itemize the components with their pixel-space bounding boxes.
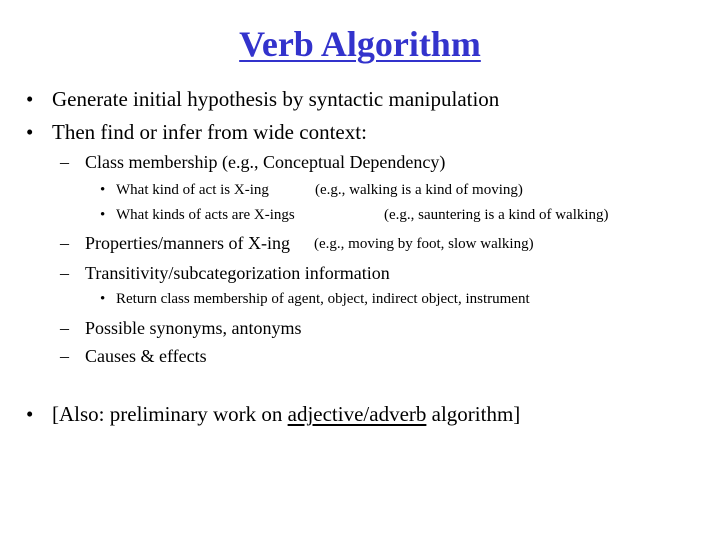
also-prefix: [Also: preliminary work on xyxy=(52,402,288,426)
dash-marker: – xyxy=(60,263,69,283)
item-transitivity: Transitivity/subcategorization information xyxy=(85,263,390,283)
bullet-marker: • xyxy=(26,87,34,111)
bullet-generate: Generate initial hypothesis by syntactic manipulation xyxy=(52,87,500,111)
item-what-kinds-acts: What kinds of acts are X-ings xyxy=(116,207,295,223)
dash-marker: – xyxy=(60,233,69,253)
dash-marker: – xyxy=(60,346,69,366)
slide-title: Verb Algorithm xyxy=(239,24,481,64)
item-what-kinds-acts-example: (e.g., sauntering is a kind of walking) xyxy=(384,207,609,223)
bullet-find-infer: Then find or infer from wide context: xyxy=(52,120,367,144)
item-synonyms: Possible synonyms, antonyms xyxy=(85,318,302,338)
item-return-class: Return class membership of agent, object, indirect object, instrument xyxy=(116,291,530,307)
item-class-membership: Class membership (e.g., Conceptual Dependency) xyxy=(85,152,446,172)
item-properties-example: (e.g., moving by foot, slow walking) xyxy=(314,236,534,252)
dash-marker: – xyxy=(60,152,69,172)
also-suffix: algorithm] xyxy=(426,402,521,426)
adjective-adverb-link[interactable]: adjective/adverb xyxy=(287,402,427,426)
item-what-kind-act: What kind of act is X-ing xyxy=(116,182,269,198)
bullet-also xyxy=(52,401,520,427)
bullet-marker: • xyxy=(26,120,34,144)
bullet-marker: • xyxy=(100,207,106,223)
item-causes: Causes & effects xyxy=(85,346,207,366)
item-properties: Properties/manners of X-ing xyxy=(85,233,290,253)
bullet-marker: • xyxy=(100,182,106,198)
dash-marker: – xyxy=(60,318,69,338)
item-what-kind-act-example: (e.g., walking is a kind of moving) xyxy=(315,182,523,198)
bullet-marker: • xyxy=(100,291,106,307)
bullet-marker: • xyxy=(26,402,34,426)
